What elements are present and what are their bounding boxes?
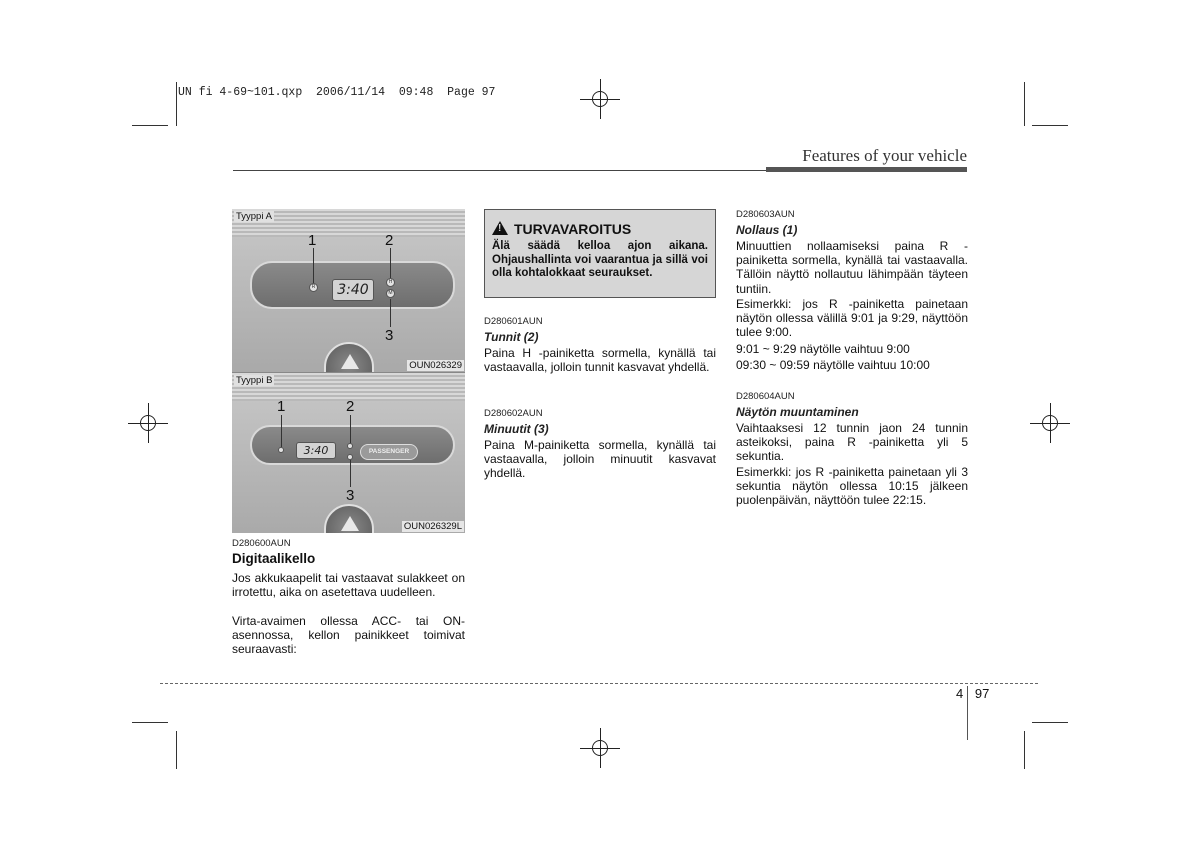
callout-1: 1 (308, 232, 317, 249)
warning-title-text: TURVAVAROITUS (514, 221, 632, 237)
warning-box (484, 209, 716, 298)
passenger-airbag-indicator: PASSENGER (360, 444, 418, 460)
crop-mark (132, 125, 168, 126)
callout-3: 3 (385, 327, 394, 344)
paragraph: Esimerkki: jos R -painiketta painetaan yli 3 sekuntia näytön ollessa 10:15 jälkeen puolenpäivän, näyttöön tulee 22:15. (736, 465, 968, 508)
paragraph: Jos akkukaapelit tai vastaavat sulakkeet on irrotettu, aika on asetettava uudelleen. (232, 571, 465, 600)
callout-line (390, 299, 391, 327)
crop-mark (132, 722, 168, 723)
callout-line (350, 460, 351, 487)
paragraph: Virta-avaimen ollessa ACC- tai ON-asennossa, kellon painikkeet toimivat seuraavasti: (232, 614, 465, 657)
figure-code: OUN026329 (409, 360, 462, 371)
hazard-icon (341, 516, 359, 531)
paragraph: Minuuttien nollaamiseksi paina R -painiketta sormella, kynällä tai vastaavalla. Tällöin näyttö nollautuu lähimpään täyteen tuntiin. (736, 239, 968, 296)
callout-line (390, 248, 391, 278)
page-index: 97 (974, 686, 990, 701)
paragraph: Paina M-painiketta sormella, kynällä tai vastaavalla, jolloin minuutit kasvavat yhdellä. (484, 438, 716, 481)
figure-label: Tyyppi B (236, 375, 273, 386)
subsection-title: Näytön muuntaminen (736, 405, 859, 419)
section-heading: Digitaalikello (232, 551, 316, 566)
clock-display: 3:40 (332, 279, 374, 301)
registration-mark (1030, 403, 1070, 443)
figure-code: OUN026329L (403, 521, 462, 532)
h-button: H (386, 278, 395, 287)
section-code: D280602AUN (484, 408, 543, 419)
m-button: M (386, 289, 395, 298)
registration-mark (128, 403, 168, 443)
hazard-icon (341, 354, 359, 369)
callout-2: 2 (346, 398, 355, 415)
section-code: D280600AUN (232, 538, 291, 549)
crop-mark (1032, 722, 1068, 723)
crop-mark (1032, 125, 1068, 126)
registration-mark (580, 728, 620, 768)
callout-2: 2 (385, 232, 394, 249)
crop-mark (1024, 82, 1025, 126)
r-button (278, 447, 284, 453)
paragraph: Vaihtaaksesi 12 tunnin jaon 24 tunnin asteikoksi, paina R -painiketta yli 5 sekuntia. (736, 421, 968, 464)
callout-3: 3 (346, 487, 355, 504)
callout-line (350, 415, 351, 443)
crop-mark (176, 82, 177, 126)
figure-type-a (232, 209, 465, 372)
subsection-title: Minuutit (3) (484, 422, 549, 436)
chapter-number: 4 (956, 686, 964, 701)
crop-mark (1024, 731, 1025, 769)
print-slug: UN fi 4-69~101.qxp 2006/11/14 09:48 Page 97 (178, 86, 496, 99)
clock-display: 3:40 (296, 442, 336, 459)
subsection-title: Tunnit (2) (484, 330, 539, 344)
paragraph: Esimerkki: jos R -painiketta painetaan näytön ollessa välillä 9:01 ja 9:29, näyttöön tulee 9:00. (736, 297, 968, 340)
section-code: D280604AUN (736, 391, 795, 402)
section-code: D280601AUN (484, 316, 543, 327)
callout-line (281, 415, 282, 447)
warning-title (492, 221, 631, 237)
registration-mark (580, 79, 620, 119)
h-button (347, 443, 353, 449)
warning-text: Älä säädä kelloa ajon aikana. Ohjaushallinta voi vaarantua ja sillä voi olla kohtalokkaat seuraukset. (492, 240, 708, 279)
section-title: Features of your vehicle (802, 146, 967, 165)
r-button: R (309, 283, 318, 292)
section-code: D280603AUN (736, 209, 795, 220)
figure-label: Tyyppi A (236, 211, 272, 222)
paragraph: 9:01 ~ 9:29 näytölle vaihtuu 9:00 (736, 342, 910, 356)
figure-type-b (232, 372, 465, 533)
warning-icon (492, 221, 508, 235)
paragraph: 09:30 ~ 09:59 näytölle vaihtuu 10:00 (736, 358, 930, 372)
page-number (956, 686, 989, 701)
footer-rule (160, 683, 1038, 684)
crop-mark (176, 731, 177, 769)
paragraph: Paina H -painiketta sormella, kynällä tai vastaavalla, jolloin tunnit kasvavat yhdellä. (484, 346, 716, 375)
header-bar (766, 167, 967, 172)
callout-line (313, 248, 314, 283)
callout-1: 1 (277, 398, 286, 415)
page-separator (967, 686, 968, 740)
subsection-title: Nollaus (1) (736, 223, 798, 237)
